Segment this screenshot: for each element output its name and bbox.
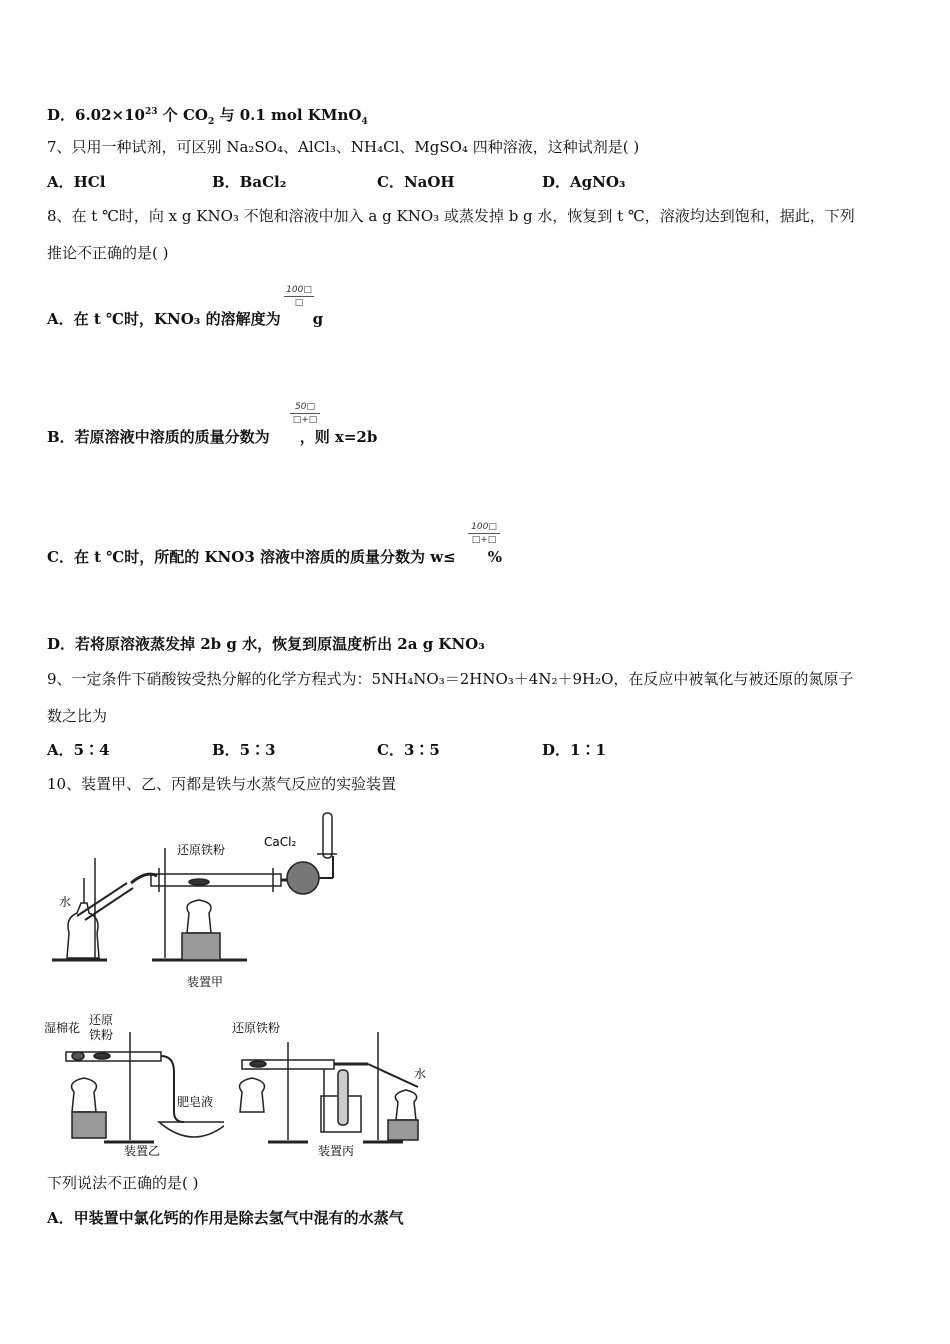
q7-option-a: A．HCl — [47, 173, 106, 191]
apparatus-jia-drawing — [47, 808, 367, 993]
q9-option-d: D．1∶1 — [542, 741, 606, 759]
fig1-caption: 装置甲 — [187, 975, 224, 989]
q9-option-a: A．5∶4 — [47, 741, 110, 759]
fraction-denominator: □+□ — [292, 415, 318, 425]
q8-b-fraction — [290, 402, 320, 425]
q10-stem: 10、装置甲、乙、丙都是铁与水蒸气反应的实验装置 — [47, 775, 397, 793]
fig1-label-cacl2: CaCl₂ — [264, 835, 297, 849]
q10-question: 下列说法不正确的是( ) — [47, 1174, 199, 1192]
fig2-label-iron-1: 还原 — [89, 1013, 114, 1027]
fig2-label-soap: 肥皂液 — [177, 1095, 214, 1109]
apparatus-bing-figure — [228, 1012, 438, 1162]
q7-option-c: C．NaOH — [377, 173, 455, 191]
q8-stem-line2: 推论不正确的是( ) — [47, 244, 169, 262]
apparatus-bing-drawing — [228, 1012, 438, 1162]
fig3-caption: 装置丙 — [318, 1144, 355, 1158]
q6-option-d: D．$6.02\times 10^{23}$ 个 $CO_2$ 与 0.1 mol KMnO$_4$ — [47, 106, 368, 127]
fig2-caption: 装置乙 — [124, 1144, 161, 1158]
q9-option-b: B．5∶3 — [212, 741, 276, 759]
q9-stem-line1: 9、一定条件下硝酸铵受热分解的化学方程式为：5NH₄NO₃＝2HNO₃＋4N₂＋9H₂O，在反应中被氧化与被还原的氮原子 — [47, 670, 854, 688]
q7-option-d: D．AgNO₃ — [542, 173, 626, 191]
q8-c-fraction — [468, 522, 500, 545]
fig1-label-water: 水 — [59, 895, 72, 909]
q8-option-d: D．若将原溶液蒸发掉 2b g 水，恢复到原温度析出 2a g KNO₃ — [47, 635, 485, 653]
q8-option-c: C．在 t ℃时，所配的 KNO3 溶液中溶质的质量分数为 w≤ % — [47, 548, 502, 566]
q8-stem-line1: 8、在 t ℃时，向 x g KNO₃ 不饱和溶液中加入 a g KNO₃ 或蒸发掉 b g 水，恢复到 t ℃，溶液均达到饱和，据此，下列 — [47, 207, 855, 225]
q9-stem-line2: 数之比为 — [47, 707, 108, 725]
fig3-label-iron: 还原铁粉 — [232, 1021, 281, 1035]
apparatus-jia-figure — [47, 808, 367, 993]
apparatus-yi-figure — [44, 1012, 224, 1162]
fraction-numerator: 50□ — [295, 402, 315, 412]
fig2-label-cotton: 湿棉花 — [44, 1021, 81, 1035]
fraction-denominator: □+□ — [471, 535, 497, 545]
fraction-numerator: 100□ — [471, 522, 497, 532]
apparatus-yi-drawing — [44, 1012, 224, 1162]
q8-a-fraction — [284, 285, 314, 308]
q10-option-a: A．甲装置中氯化钙的作用是除去氢气中混有的水蒸气 — [47, 1209, 404, 1227]
fig2-label-iron-2: 铁粉 — [89, 1028, 114, 1042]
fig1-label-iron: 还原铁粉 — [177, 843, 226, 857]
q7-stem: 7、只用一种试剂，可区别 Na₂SO₄、AlCl₃、NH₄Cl、MgSO₄ 四种溶液，这种试剂是( ) — [47, 138, 640, 156]
q9-option-c: C．3∶5 — [377, 741, 440, 759]
fraction-denominator: □ — [294, 298, 304, 308]
q7-option-b: B．BaCl₂ — [212, 173, 287, 191]
q8-option-a: A．在 t ℃时，KNO₃ 的溶解度为 g — [47, 310, 324, 328]
fraction-numerator: 100□ — [286, 285, 312, 295]
q8-option-b: B．若原溶液中溶质的质量分数为 ，则 x=2b — [47, 428, 378, 446]
fig3-label-water: 水 — [414, 1067, 427, 1081]
